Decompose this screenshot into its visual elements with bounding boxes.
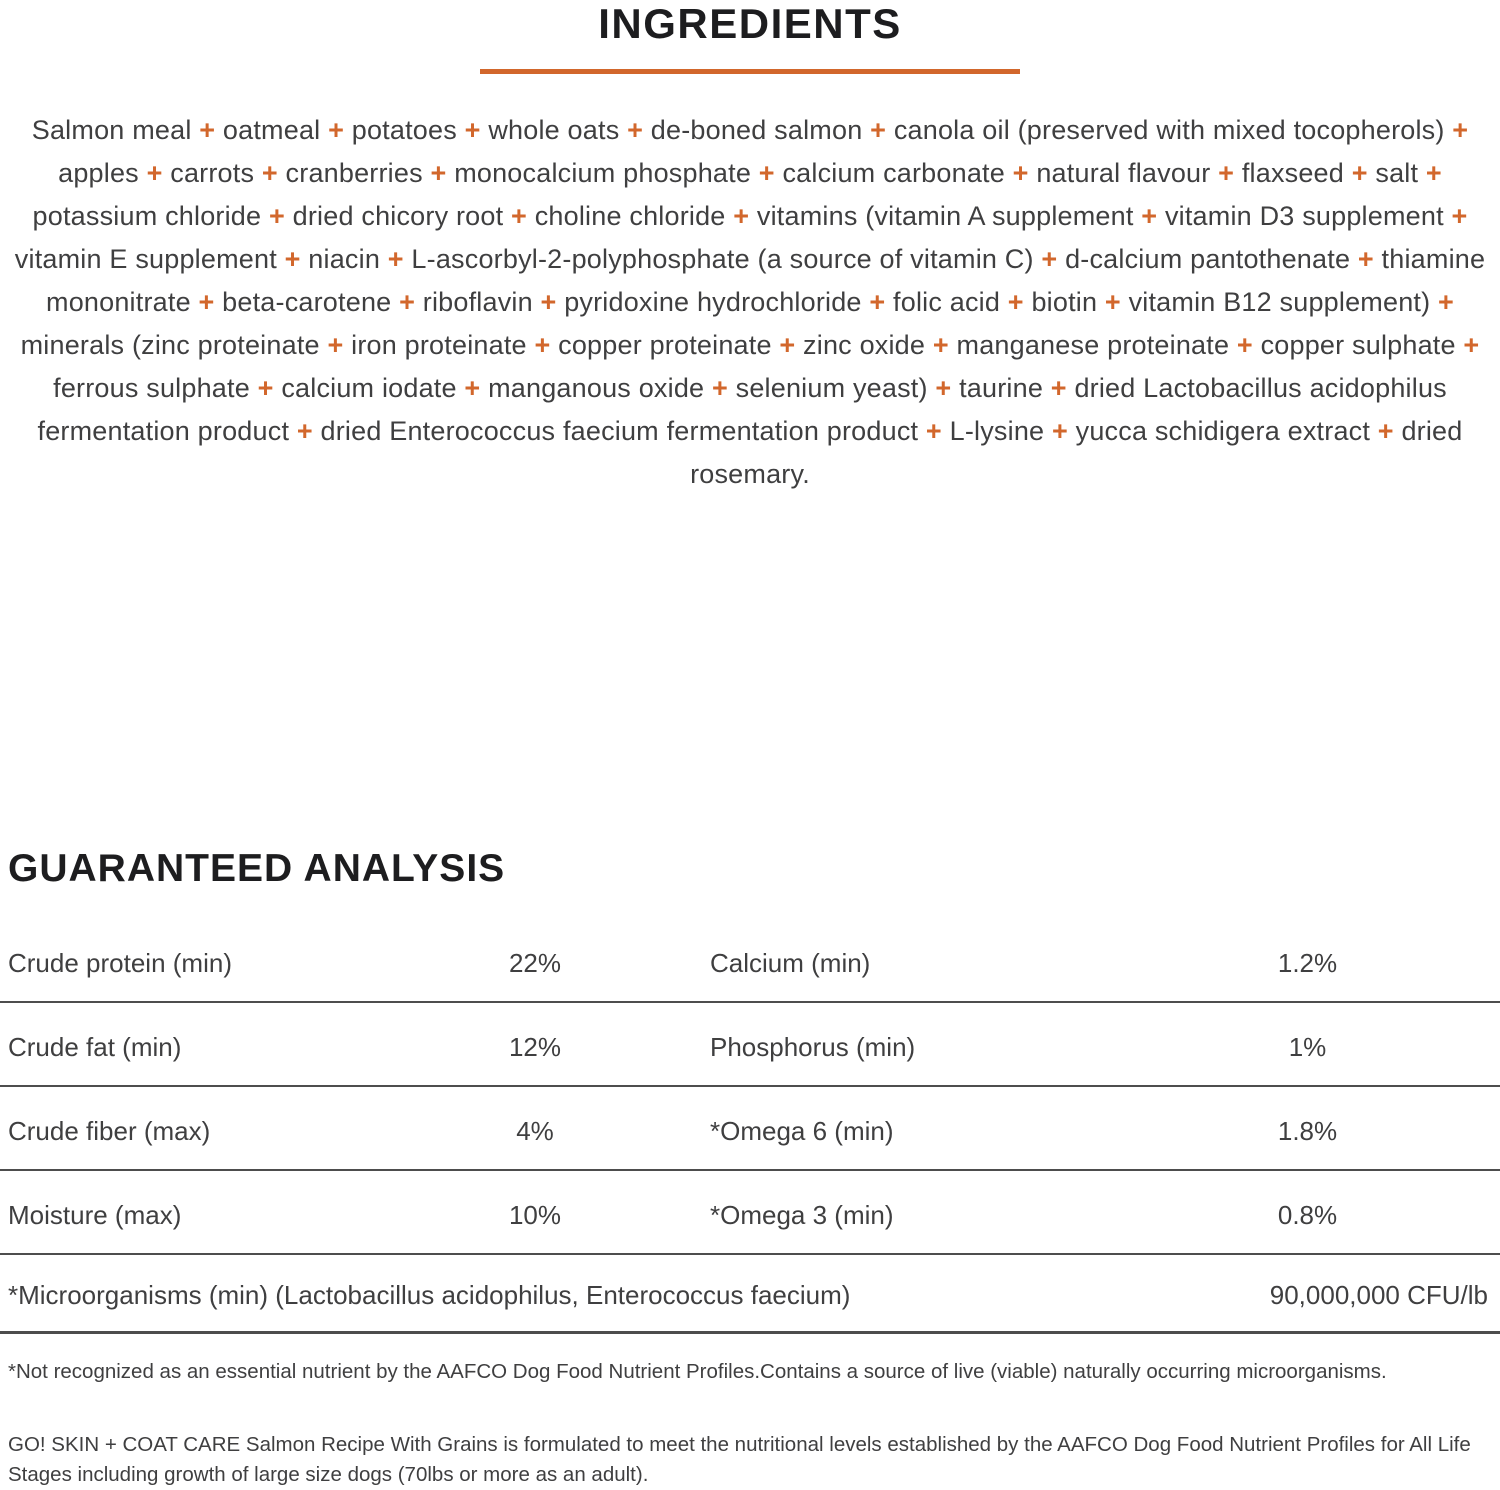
ingredient-item: vitamin B12 supplement)	[1128, 287, 1431, 317]
ingredients-list-text	[4, 109, 1496, 496]
plus-separator: +	[619, 115, 651, 145]
plus-separator: +	[751, 158, 783, 188]
plus-separator: +	[1350, 244, 1382, 274]
analysis-label: Phosphorus (min)	[710, 1031, 916, 1062]
ingredient-item: manganous oxide	[488, 373, 705, 403]
ingredient-item: Salmon meal	[31, 115, 192, 145]
ingredient-item: vitamins (vitamin A supplement	[756, 201, 1134, 231]
ingredient-item: calcium iodate	[281, 373, 457, 403]
plus-separator: +	[254, 158, 286, 188]
ingredient-item: dried Enterococcus faecium fermentation product	[320, 416, 919, 446]
aafco-footnote: *Not recognized as an essential nutrient by the AAFCO Dog Food Nutrient Profiles.Contains a source of live (viable) naturally occurring microorganisms.	[8, 1360, 1387, 1383]
plus-separator: +	[925, 330, 957, 360]
analysis-value: 1.2%	[1277, 947, 1338, 978]
plus-separator: +	[289, 416, 321, 446]
analysis-value: 10%	[508, 1199, 562, 1230]
plus-separator: +	[456, 373, 489, 403]
plus-separator: +	[1000, 287, 1032, 317]
ingredient-item: natural flavour	[1036, 158, 1211, 188]
ingredient-item: taurine	[959, 373, 1044, 403]
analysis-value: 1.8%	[1277, 1115, 1338, 1146]
plus-separator: +	[862, 115, 894, 145]
plus-separator: +	[1370, 416, 1402, 446]
ingredient-item: minerals (zinc proteinate	[20, 330, 320, 360]
plus-separator: +	[319, 330, 352, 360]
analysis-value: 0.8%	[1277, 1199, 1338, 1230]
ingredient-item: beta-carotene	[222, 287, 392, 317]
analysis-row	[0, 919, 1500, 1003]
analysis-label: *Omega 6 (min)	[710, 1115, 894, 1146]
ingredient-item: flaxseed	[1241, 158, 1344, 188]
ingredient-item: yucca schidigera extract	[1075, 416, 1371, 446]
ingredient-item: folic acid	[893, 287, 1001, 317]
plus-separator: +	[704, 373, 736, 403]
plus-separator: +	[1430, 287, 1454, 317]
plus-separator: +	[503, 201, 535, 231]
ingredient-item: salt	[1375, 158, 1419, 188]
plus-separator: +	[422, 158, 455, 188]
ingredient-item: selenium yeast)	[735, 373, 928, 403]
ingredient-item: pyridoxine hydrochloride	[564, 287, 862, 317]
plus-separator: +	[1444, 115, 1469, 145]
ingredient-item: riboflavin	[422, 287, 533, 317]
analysis-label: *Omega 3 (min)	[710, 1199, 894, 1230]
ingredient-item: thiamine mononitrate	[46, 244, 1486, 317]
ingredient-item: potassium chloride	[32, 201, 262, 231]
analysis-row	[0, 1087, 1500, 1171]
ingredient-item: zinc oxide	[803, 330, 926, 360]
plus-separator: +	[138, 158, 171, 188]
ingredient-item: copper sulphate	[1260, 330, 1456, 360]
ingredient-item: carrots	[170, 158, 255, 188]
analysis-row	[0, 1171, 1500, 1255]
plus-separator: +	[526, 330, 559, 360]
ingredient-item: vitamin D3 supplement	[1164, 201, 1444, 231]
plus-separator: +	[1210, 158, 1242, 188]
ingredient-item: niacin	[308, 244, 381, 274]
analysis-label: Calcium (min)	[710, 947, 871, 978]
plus-separator: +	[1004, 158, 1037, 188]
plus-separator: +	[771, 330, 804, 360]
ingredient-item: biotin	[1031, 287, 1098, 317]
analysis-value: 12%	[508, 1031, 562, 1062]
ingredient-item: vitamin E supplement	[14, 244, 277, 274]
plus-separator: +	[391, 287, 423, 317]
ingredient-item: L-ascorbyl-2-polyphosphate (a source of vitamin C)	[411, 244, 1034, 274]
plus-separator: +	[1418, 158, 1442, 188]
analysis-label: *Microorganisms (min) (Lactobacillus acidophilus, Enterococcus faecium)	[8, 1279, 851, 1310]
plus-separator: +	[1044, 416, 1076, 446]
plus-separator: +	[1033, 244, 1066, 274]
ingredients-section	[0, 0, 1500, 496]
ingredient-item: dried rosemary.	[690, 416, 1463, 489]
guaranteed-analysis-heading: GUARANTEED ANALYSIS	[8, 847, 506, 890]
ingredient-item: copper proteinate	[558, 330, 772, 360]
ingredient-item: apples	[58, 158, 139, 188]
plus-separator: +	[380, 244, 412, 274]
ingredient-item: choline chloride	[534, 201, 726, 231]
ingredient-item: iron proteinate	[351, 330, 527, 360]
plus-separator: +	[1455, 330, 1480, 360]
plus-separator: +	[456, 115, 489, 145]
plus-separator: +	[532, 287, 565, 317]
plus-separator: +	[918, 416, 950, 446]
ingredient-item: d-calcium pantothenate	[1065, 244, 1351, 274]
plus-separator: +	[261, 201, 293, 231]
plus-separator: +	[1133, 201, 1165, 231]
ingredient-item: potatoes	[351, 115, 457, 145]
guaranteed-analysis-table	[0, 919, 1500, 1334]
analysis-row-microorganisms	[0, 1255, 1500, 1334]
analysis-value: 90,000,000 CFU/lb	[1269, 1279, 1488, 1310]
plus-separator: +	[1229, 330, 1261, 360]
plus-separator: +	[861, 287, 894, 317]
ingredient-item: dried chicory root	[292, 201, 504, 231]
plus-separator: +	[190, 287, 223, 317]
plus-separator: +	[276, 244, 309, 274]
analysis-value: 1%	[1288, 1031, 1327, 1062]
analysis-value: 22%	[508, 947, 562, 978]
ingredient-item: de-boned salmon	[650, 115, 863, 145]
plus-separator: +	[249, 373, 282, 403]
plus-separator: +	[1443, 201, 1468, 231]
ingredient-item: monocalcium phosphate	[454, 158, 752, 188]
plus-separator: +	[191, 115, 223, 145]
analysis-value: 4%	[516, 1115, 554, 1146]
plus-separator: +	[1344, 158, 1376, 188]
heading-underline-rule	[480, 69, 1020, 74]
ingredient-item: whole oats	[488, 115, 620, 145]
plus-separator: +	[927, 373, 960, 403]
plus-separator: +	[1043, 373, 1075, 403]
analysis-row	[0, 1003, 1500, 1087]
analysis-label: Crude fat (min)	[8, 1031, 182, 1062]
analysis-label: Moisture (max)	[8, 1199, 182, 1230]
analysis-label: Crude fiber (max)	[8, 1115, 211, 1146]
ingredient-item: canola oil (preserved with mixed tocopherols)	[893, 115, 1445, 145]
plus-separator: +	[320, 115, 352, 145]
ingredients-heading: INGREDIENTS	[598, 0, 902, 47]
plus-separator: +	[725, 201, 757, 231]
plus-separator: +	[1097, 287, 1129, 317]
ingredient-item: oatmeal	[222, 115, 321, 145]
ingredient-item: L-lysine	[949, 416, 1045, 446]
ingredient-item: ferrous sulphate	[53, 373, 250, 403]
analysis-label: Crude protein (min)	[8, 947, 232, 978]
ingredient-item: manganese proteinate	[956, 330, 1230, 360]
ingredient-item: calcium carbonate	[782, 158, 1005, 188]
formulation-statement: GO! SKIN + COAT CARE Salmon Recipe With Grains is formulated to meet the nutritional levels established by the AAFCO Dog Food Nutrient Profiles for All Life Stages including growth of large size dogs (70lbs or more as an adult).	[8, 1433, 1471, 1486]
ingredient-item: cranberries	[285, 158, 423, 188]
ingredient-item: dried Lactobacillus acidophilus fermentation product	[37, 373, 1447, 446]
